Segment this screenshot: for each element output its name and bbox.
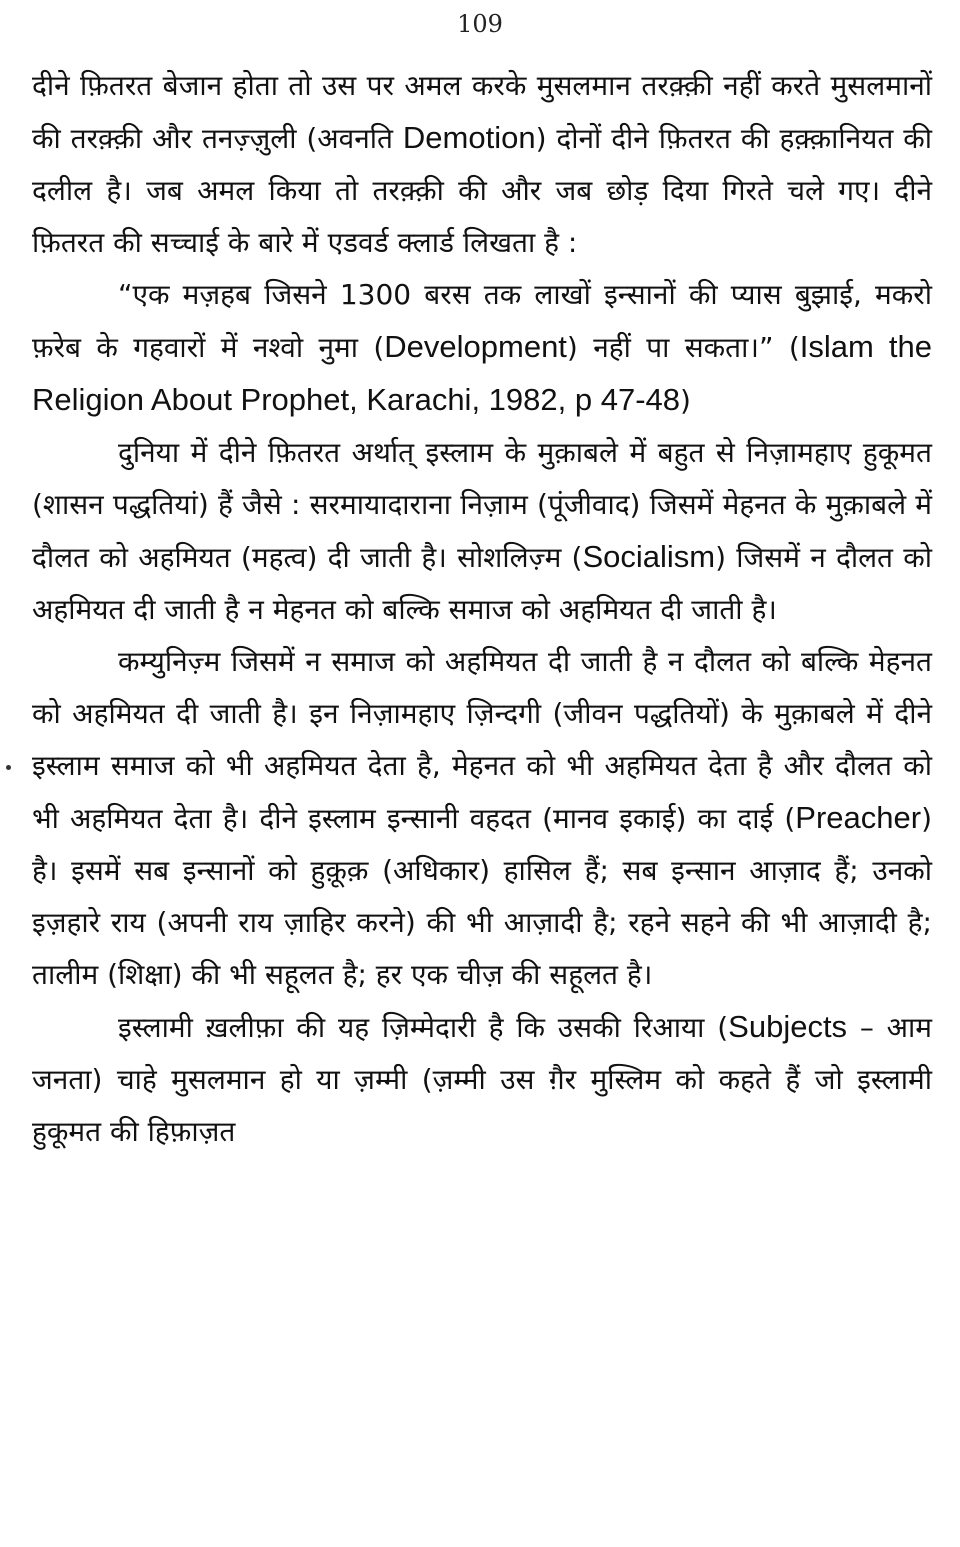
paragraph-2-quote: “एक मज़हब जिसने 1300 बरस तक लाखों इन्सानों की प्यास बुझाई, मकरो फ़रेब के गहवारों में नश्वो नुमा (Development) नहीं पा सकता।” (Islam the Religion About Prophet, Karachi, 1982, p 47-48) (32, 278, 932, 417)
paragraph-1: दीने फ़ितरत बेजान होता तो उस पर अमल करके मुसलमान तरक़्क़ी नहीं करते मुसलमानों की तरक़्क़ी और तनज़्ज़ुली (अवनति Demotion) दोनों दीने फ़ितरत की हक़्क़ानियत की दलील है। जब अमल किया तो तरक़्क़ी की और जब छोड़ दिया गिरते चले गए। दीने फ़ितरत की सच्चाई के बारे में एडवर्ड क्लार्ड लिखता है : (32, 69, 933, 259)
scan-speck (6, 765, 11, 770)
paragraph-3: दुनिया में दीने फ़ितरत अर्थात् इस्लाम के मुक़ाबले में बहुत से निज़ामहाए हुकूमत (शासन पद्धतियां) हैं जैसे : सरमायादाराना निज़ाम (पूंजीवाद) जिसमें मेहनत के मुक़ाबले में दौलत को अहमियत (महत्व) दी जाती है। सोशलिज़्म (Socialism) जिसमें न दौलत को अहमियत दी जाती है न मेहनत को बल्कि समाज को अहमियत दी जाती है। (32, 436, 932, 626)
latin-text-run: Demotion (402, 120, 536, 155)
page-number: 109 (457, 10, 503, 38)
latin-text-run: Development (384, 329, 567, 364)
latin-text-run: Subjects (728, 1009, 848, 1044)
paragraph-5: इस्लामी ख़लीफ़ा की यह ज़िम्मेदारी है कि उसकी रिआया (Subjects – आम जनता) चाहे मुसलमान हो या ज़म्मी (ज़म्मी उस ग़ैर मुस्लिम को कहते हैं जो इस्लामी हुकूमत की हिफ़ाज़त (32, 1009, 932, 1148)
page-body (32, 60, 932, 1158)
paragraph-4: कम्युनिज़्म जिसमें न समाज को अहमियत दी जाती है न दौलत को बल्कि मेहनत को अहमियत दी जाती है। इन निज़ामहाए ज़िन्दगी (जीवन पद्धतियों) के मुक़ाबले में दीने इस्लाम समाज को भी अहमियत देता है, मेहनत को भी अहमियत देता है और दौलत को भी अहमियत देता है। दीने इस्लाम इन्सानी वहदत (मानव इकाई) का दाई (Preacher) है। इसमें सब इन्सानों को हुक़ूक़ (अधिकार) हासिल हैं; सब इन्सान आज़ाद हैं; उनको इज़हारे राय (अपनी राय ज़ाहिर करने) की भी आज़ादी है; रहने सहने की भी आज़ादी है; तालीम (शिक्षा) की भी सहूलत है; हर एक चीज़ की सहूलत है। (32, 645, 932, 991)
latin-text-run: Preacher (795, 800, 922, 835)
latin-text-run: Islam the Religion About Prophet, Karachi, 1982, p 47-48 (32, 329, 932, 417)
latin-text-run: Socialism (582, 539, 716, 574)
